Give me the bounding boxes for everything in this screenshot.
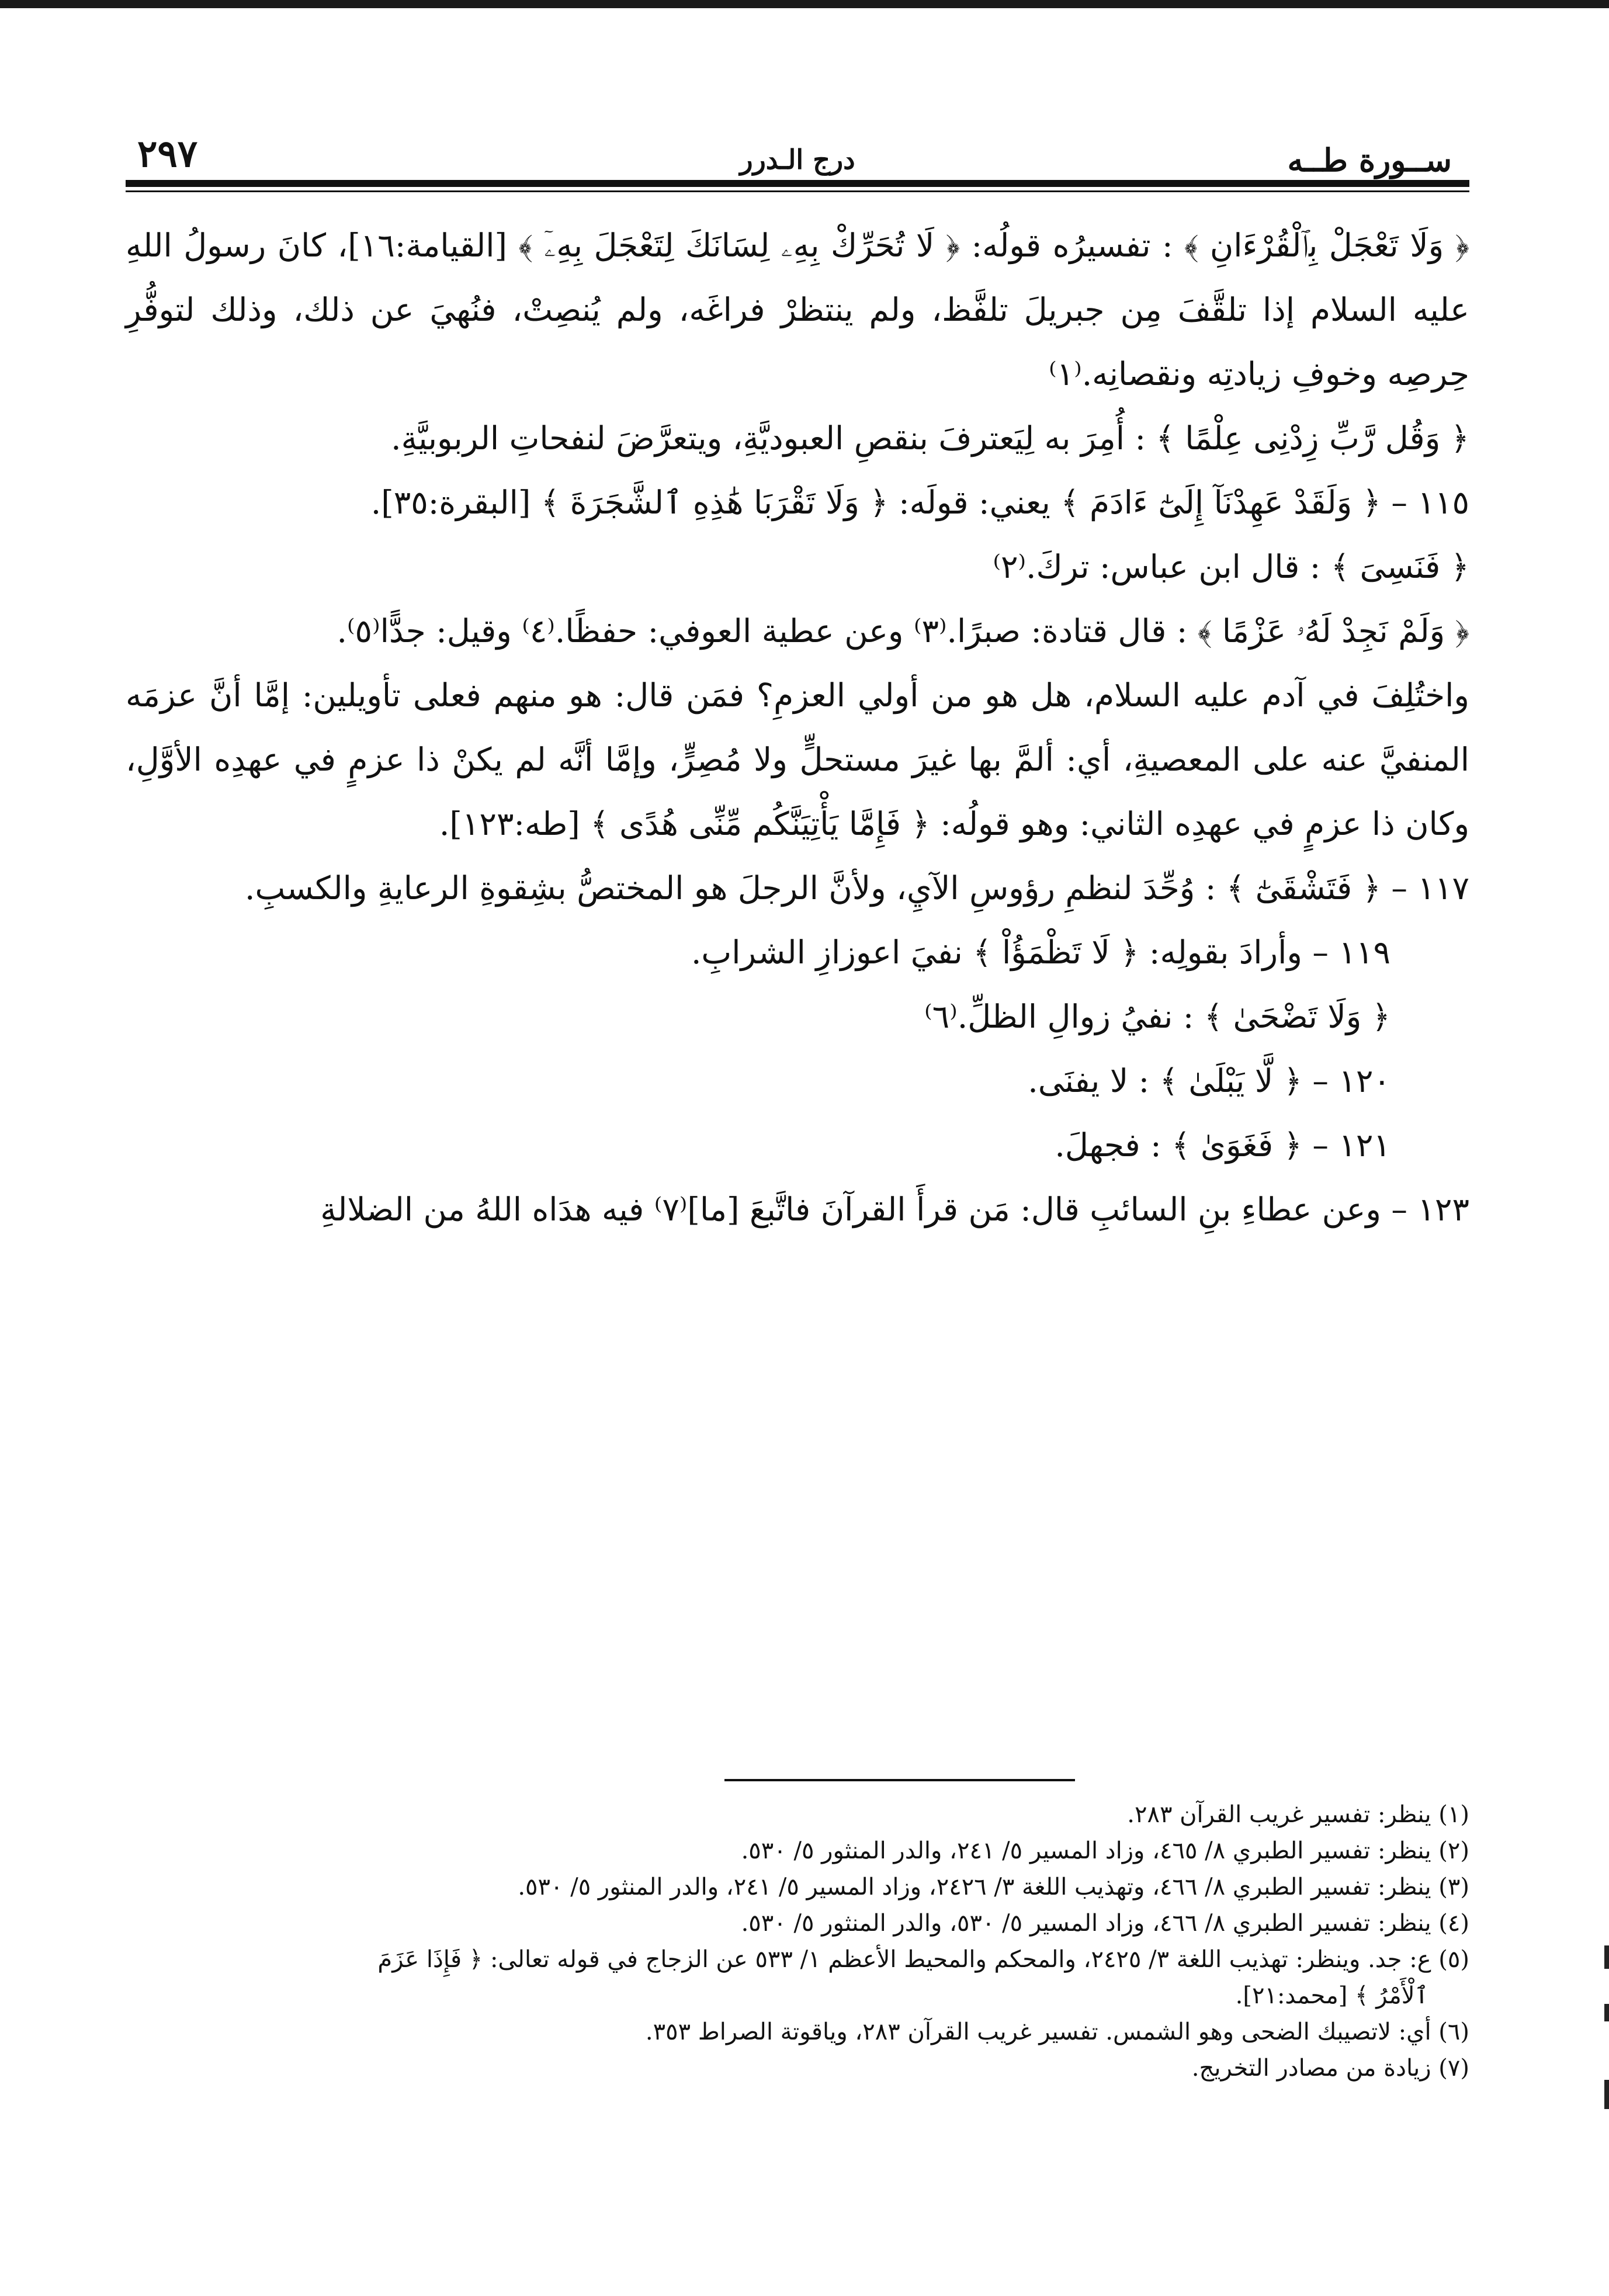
paragraph: ١١٥ – ﴿ وَلَقَدْ عَهِدْنَآ إِلَىٰٓ ءَادَمَ ﴾ يعني: قولَه: ﴿ وَلَا تَقْرَبَا هَٰذِهِ ٱلشَّجَرَةَ ﴾ [البقرة:٣٥]. (370, 484, 1469, 521)
footnote-continuation: ٱلْأَمْرُ ﴾ [محمد:٢١]. (1235, 1982, 1428, 2009)
page-header (126, 129, 1469, 193)
page-number: ٢٩٧ (137, 132, 198, 176)
surah-name: ســورة طــه (1287, 141, 1452, 179)
paragraph: ﴿ وَلَمْ نَجِدْ لَهُۥ عَزْمًا ﴾ : قال قتادة: صبرًا.⁽٣⁾ وعن عطية العوفي: حفظًا.⁽٤⁾ وقيل: جدًّا⁽٥⁾. (337, 612, 1469, 650)
paragraph: ﴿ وَقُل رَّبِّ زِدْنِى عِلْمًا ﴾ : أُمِرَ به لِيَعترفَ بنقصِ العبوديَّةِ، ويتعرَّضَ لنفحاتِ الربوبيَّةِ. (391, 419, 1469, 457)
footnote-separator (724, 1779, 1075, 1781)
footnote: (٣) ينظر: تفسير الطبري ٨/ ٤٦٦، وتهذيب اللغة ٣/ ٢٤٢٦، وزاد المسير ٥/ ٢٤١، والدر المنثور ٥/ ٥٣٠. (518, 1874, 1469, 1900)
paragraph: واختُلِفَ في آدم عليه السلام، هل هو من أولي العزمِ؟ فمَن قال: هو منهم فعلى تأويلين: إمَّا أنَّ عزمَه المنفيَّ عنه على المعصيةِ، أي: ألمَّ بها غيرَ مستحلٍّ ولا مُصِرٍّ، وإمَّا أنَّه لم يكنْ ذا عزمٍ في عهدِه الأوَّلِ، وكان ذا عزمٍ في عهدِه الثاني: وهو قولُه: ﴿ فَإِمَّا يَأْتِيَنَّكُم مِّنِّى هُدًى ﴾ [طه:١٢٣]. (126, 677, 1469, 842)
paragraph: ١١٩ – وأرادَ بقولِه: ﴿ لَا تَظْمَؤُاْ ﴾ نفيَ اعوزازِ الشرابِ. (691, 934, 1390, 971)
scan-edge-mark (1604, 2080, 1609, 2109)
footnote: (٤) ينظر: تفسير الطبري ٨/ ٤٦٦، وزاد المسير ٥/ ٥٣٠، والدر المنثور ٥/ ٥٣٠. (741, 1910, 1469, 1937)
footnote: (١) ينظر: تفسير غريب القرآن ٢٨٣. (1127, 1801, 1469, 1828)
paragraph: ١٢٠ – ﴿ لَّا يَبْلَىٰ ﴾ : لا يفنَى. (1028, 1062, 1390, 1100)
scan-edge-mark (1604, 2004, 1609, 2021)
scan-top-edge (0, 0, 1609, 8)
paragraph: ﴿ وَلَا تَضْحَىٰ ﴾ : نفيُ زوالِ الظلِّ.⁽٦⁾ (924, 998, 1390, 1035)
paragraph: ﴿ وَلَا تَعْجَلْ بِٱلْقُرْءَانِ ﴾ : تفسيرُه قولُه: ﴿ لَا تُحَرِّكْ بِهِۦ لِسَانَكَ لِتَعْجَلَ بِهِۦٓ ﴾ [القيامة:١٦]، كانَ رسولُ اللهِ عليه السلام إذا تلقَّفَ مِن جبريلَ تلفَّظ، ولم ينتظرْ فراغَه، ولم يُنصِتْ، فنُهيَ عن ذلك، وذلك لتوفُّرِ حِرصِه وخوفِ زيادتِه ونقصانِه.⁽١⁾ (126, 227, 1469, 393)
footnotes (126, 1796, 1469, 2086)
header-rule-thick (126, 180, 1469, 187)
scan-edge-mark (1604, 1945, 1609, 1969)
footnote: (٢) ينظر: تفسير الطبري ٨/ ٤٦٥، وزاد المسير ٥/ ٢٤١، والدر المنثور ٥/ ٥٣٠. (741, 1837, 1469, 1864)
footnote: (٥) ع: جد. وينظر: تهذيب اللغة ٣/ ٢٤٢٥، والمحكم والمحيط الأعظم ١/ ٥٣٣ عن الزجاج في قوله تعالى: ﴿ فَإِذَا عَزَمَ (377, 1946, 1469, 1973)
paragraph: ١١٧ – ﴿ فَتَشْقَىٰٓ ﴾ : وُحِّدَ لنظمِ رؤوسِ الآيِ، ولأنَّ الرجلَ هو المختصُّ بشِقوةِ الرعايةِ والكسبِ. (244, 869, 1469, 907)
paragraph: ١٢٣ – وعن عطاءِ بنِ السائبِ قال: مَن قرأَ القرآنَ فاتَّبعَ [ما]⁽٧⁾ فيه هدَاه اللهُ من الضلالةِ (320, 1191, 1469, 1228)
book-page (126, 129, 1469, 2243)
paragraph: ﴿ فَنَسِىَ ﴾ : قال ابن عباس: تركَ.⁽٢⁾ (993, 548, 1469, 585)
header-rule-thin (126, 190, 1469, 192)
body-text (126, 213, 1469, 1241)
footnote: (٧) زيادة من مصادر التخريج. (1191, 2055, 1469, 2082)
paragraph: ١٢١ – ﴿ فَغَوَىٰ ﴾ : فجهلَ. (1055, 1126, 1390, 1164)
footnote: (٦) أي: لاتصيبك الضحى وهو الشمس. تفسير غريب القرآن ٢٨٣، وياقوتة الصراط ٣٥٣. (645, 2018, 1469, 2045)
book-title: درج الـدرر (740, 144, 855, 175)
